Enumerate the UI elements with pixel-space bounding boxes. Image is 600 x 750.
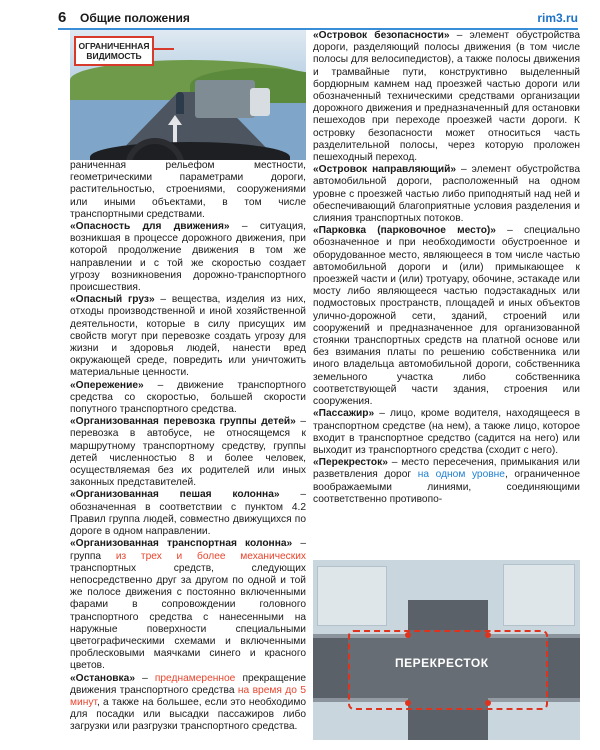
figure-label: ПЕРЕКРЕСТОК [395, 656, 489, 670]
section-title: Общие положения [80, 11, 190, 25]
paragraph [70, 160, 306, 221]
intersection-boundary [348, 630, 548, 710]
definition [313, 30, 580, 164]
definition-text: транспортных средств, следующих непосредственно друг за другом по одной и той же полосе движения с постоянно включенными фарами в сопровождении головного транспортного средства с нанесенными на наружные поверхности специальными цветографическими схемами и включенными проблесковыми маячками синего и красного цветов. [70, 562, 306, 672]
definition-term: «Организованная транспортная колонна» [70, 538, 293, 550]
definition-term: «Парковка (парковочное место)» [313, 225, 496, 237]
definition-term: «Организованная перевозка группы детей» [70, 416, 296, 428]
truck [195, 80, 255, 118]
definition-text: – движение транспортного средства со скоростью, большей скорости попутного транспортного средства. [70, 379, 306, 416]
definition [70, 489, 306, 538]
definition-term: «Перекресток» [313, 457, 388, 469]
pedestrian [176, 92, 184, 114]
definition [70, 538, 306, 672]
boundary-point [485, 632, 491, 638]
building [503, 564, 575, 626]
figure-label: ОГРАНИЧЕННАЯ ВИДИМОСТЬ [74, 36, 154, 66]
definition-text: – место пересечения, примыкания или разветвления дорог [313, 457, 580, 481]
definition-text: , ограниченное воображаемыми линиями, соединяющими соответственно противопо- [313, 469, 581, 505]
boundary-point [405, 632, 411, 638]
definition [70, 673, 306, 734]
paragraph-text: раниченная рельефом местности, геометрическими параметрами дороги, растительностью, строениями, сооружениями или иными объектами, в том числе транспортными средствами. [70, 160, 306, 220]
definition-term: «Опасный груз» [70, 294, 155, 306]
definition-term: «Организованная пешая колонна» [70, 489, 280, 501]
boundary-point [485, 700, 491, 706]
definition-text: – ситуация, возникшая в процессе дорожного движения, при которой продолжение движения в том же направлении и с той же скоростью создает угрозу возникновения дорожно-транспортного происшествия. [70, 221, 306, 294]
definition [313, 457, 580, 506]
definition [70, 294, 306, 379]
definition-term: «Остановка» [70, 672, 135, 684]
definition-term: «Опасность для движения» [70, 221, 230, 233]
definition [70, 380, 306, 417]
definition-term: «Опережение» [70, 379, 144, 391]
definition-text: прекращение движения транспортного средства [70, 672, 306, 696]
definition-text: – элемент обустройства дороги, разделяющий полосы движения (в том числе полосы для велосипедистов), а также полосы движения и трамвайные пути, конструктивно выделенный бордюрным камнем над проезжей частью дороги или обозначенный техническими средствами организации дорожного движения и предназначенный для остановки пешеходов при переходе проезжей части дороги. К островку безопасности может относиться часть разделительной полосы, через которую проложен пешеходный переход. [313, 30, 580, 164]
definition [313, 408, 580, 457]
definition-text: – специально обозначенное и при необходимости обустроенное и оборудованное место, являющееся в том числе частью автомобильной дороги и (или) примыкающее к проезжей части и (или) тротуару, обочине, эстакаде или мосту либо являющееся частью подэстакадных или подмостовых пространств, площадей и иных объектов улично-дорожной сети, зданий, строений или сооружений и предназначенное для организованной стоянки транспортных средств на платной основе или без взимания платы по решению собственника или иного владельца автомобильной дороги, собственника земельного участка либо собственника соответствующей части здания, строения или сооружения. [313, 225, 581, 408]
highlight-text: преднамеренное [154, 672, 236, 684]
definition-text: – [134, 672, 155, 684]
right-column [313, 30, 580, 506]
building [317, 566, 387, 626]
intersection-illustration [313, 560, 580, 740]
definition-text: – вещества, изделия из них, отходы производственной и иной хозяйственной деятельности, которые в силу присущих им свойств могут при перевозке создать угрозу для жизни и здоровья людей, нанести вред окружающей среде, повредить или уничтожить материальные ценности. [70, 294, 306, 379]
definition-term: «Островок направляющий» [313, 164, 457, 176]
limited-visibility-illustration [70, 30, 306, 160]
definition-text: , а также на большее, если это необходимо для посадки или высадки пассажиров либо загрузки или разгрузки транспортного средства. [70, 696, 306, 733]
definition [70, 221, 306, 294]
definition-text: – элемент обустройства автомобильной дороги, расположенный на одном уровне с проезжей частью либо приподнятый над ней и обеспечивающий благоприятные условия разделения и слияния транспортных потоков. [313, 164, 580, 225]
definition-text: – перевозка в автобусе, не относящемся к маршрутному транспортному средству, группы детей численностью 8 и более человек, осуществляемая без их родителей или иных законных представителей. [70, 416, 307, 489]
highlight-text: из трех и более механических [115, 550, 306, 562]
definition-term: «Островок безопасности» [313, 30, 450, 41]
page-header [58, 8, 578, 30]
truck-cab [250, 88, 270, 116]
definition [70, 416, 306, 489]
definition-term: «Пассажир» [313, 408, 375, 420]
page-number: 6 [58, 9, 67, 26]
definition-text: – группа [70, 538, 307, 562]
pointer-arrow-icon [154, 44, 174, 54]
highlight-text: на одном уровне [417, 469, 505, 481]
left-column [70, 160, 306, 734]
definition [313, 164, 580, 225]
definition [313, 225, 580, 408]
highlight-text: на время до 5 минут [70, 684, 306, 708]
definition-text: – лицо, кроме водителя, находящееся в транспортном средстве (на нем), а также лицо, которое входит в транспортное средство (садится на него) или выходит из транспортного средства (сходит с него). [313, 408, 580, 456]
site-link[interactable]: rim3.ru [537, 11, 578, 25]
boundary-point [405, 700, 411, 706]
definition-text: – обозначенная в соответствии с пунктом 4.2 Правил группа людей, совместно движущихся по дороге в одном направлении. [70, 489, 306, 538]
